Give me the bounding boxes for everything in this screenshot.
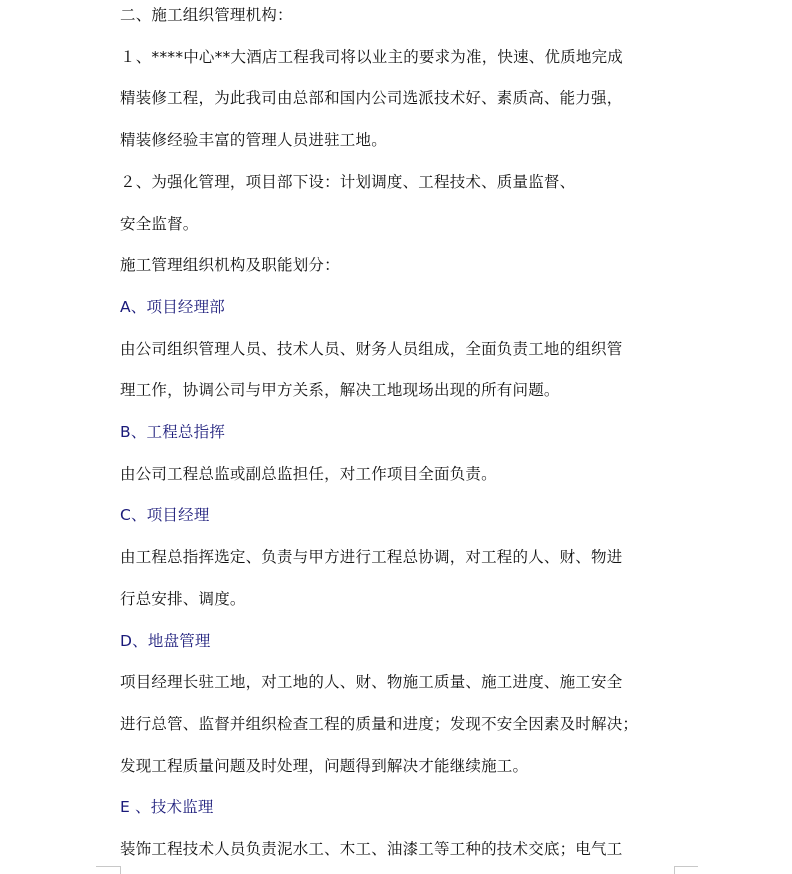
crop-mark-left — [96, 866, 120, 867]
paragraph-line: 项目经理长驻工地，对工地的人、财、物施工质量、施工进度、施工安全 — [120, 673, 623, 691]
section-heading: C、项目经理 — [120, 506, 210, 524]
paragraph-line: １、****中心**大酒店工程我司将以业主的要求为准，快速、优质地完成 — [120, 48, 624, 66]
paragraph-line: 由工程总指挥选定、负责与甲方进行工程总协调，对工程的人、财、物进 — [120, 548, 623, 566]
crop-mark-left-vertical — [120, 866, 121, 874]
paragraph-line: 进行总管、监督并组织检查工程的质量和进度；发现不安全因素及时解决； — [120, 715, 639, 733]
paragraph-line: 装饰工程技术人员负责泥水工、木工、油漆工等工种的技术交底；电气工 — [120, 840, 623, 858]
paragraph-line: 精装修工程，为此我司由总部和国内公司选派技术好、素质高、能力强， — [120, 89, 623, 107]
paragraph-line: 由公司工程总监或副总监担任，对工作项目全面负责。 — [120, 465, 497, 483]
section-heading: D、地盘管理 — [120, 632, 211, 650]
paragraph-line: 发现工程质量问题及时处理，问题得到解决才能继续施工。 — [120, 757, 529, 775]
paragraph-line: 二、施工组织管理机构： — [120, 6, 293, 24]
paragraph-line: 理工作，协调公司与甲方关系，解决工地现场出现的所有问题。 — [120, 381, 560, 399]
section-heading: A、项目经理部 — [120, 298, 226, 316]
section-heading: B、工程总指挥 — [120, 423, 226, 441]
paragraph-line: ２、为强化管理，项目部下设：计划调度、工程技术、质量监督、 — [120, 173, 576, 191]
crop-mark-right-vertical — [674, 866, 675, 874]
paragraph-line: 安全监督。 — [120, 215, 199, 233]
paragraph-line: 施工管理组织机构及职能划分： — [120, 256, 340, 274]
paragraph-line: 由公司组织管理人员、技术人员、财务人员组成，全面负责工地的组织管 — [120, 340, 623, 358]
paragraph-line: 精装修经验丰富的管理人员进驻工地。 — [120, 131, 387, 149]
crop-mark-right — [674, 866, 698, 867]
section-heading: E 、技术监理 — [120, 798, 214, 816]
paragraph-line: 行总安排、调度。 — [120, 590, 246, 608]
